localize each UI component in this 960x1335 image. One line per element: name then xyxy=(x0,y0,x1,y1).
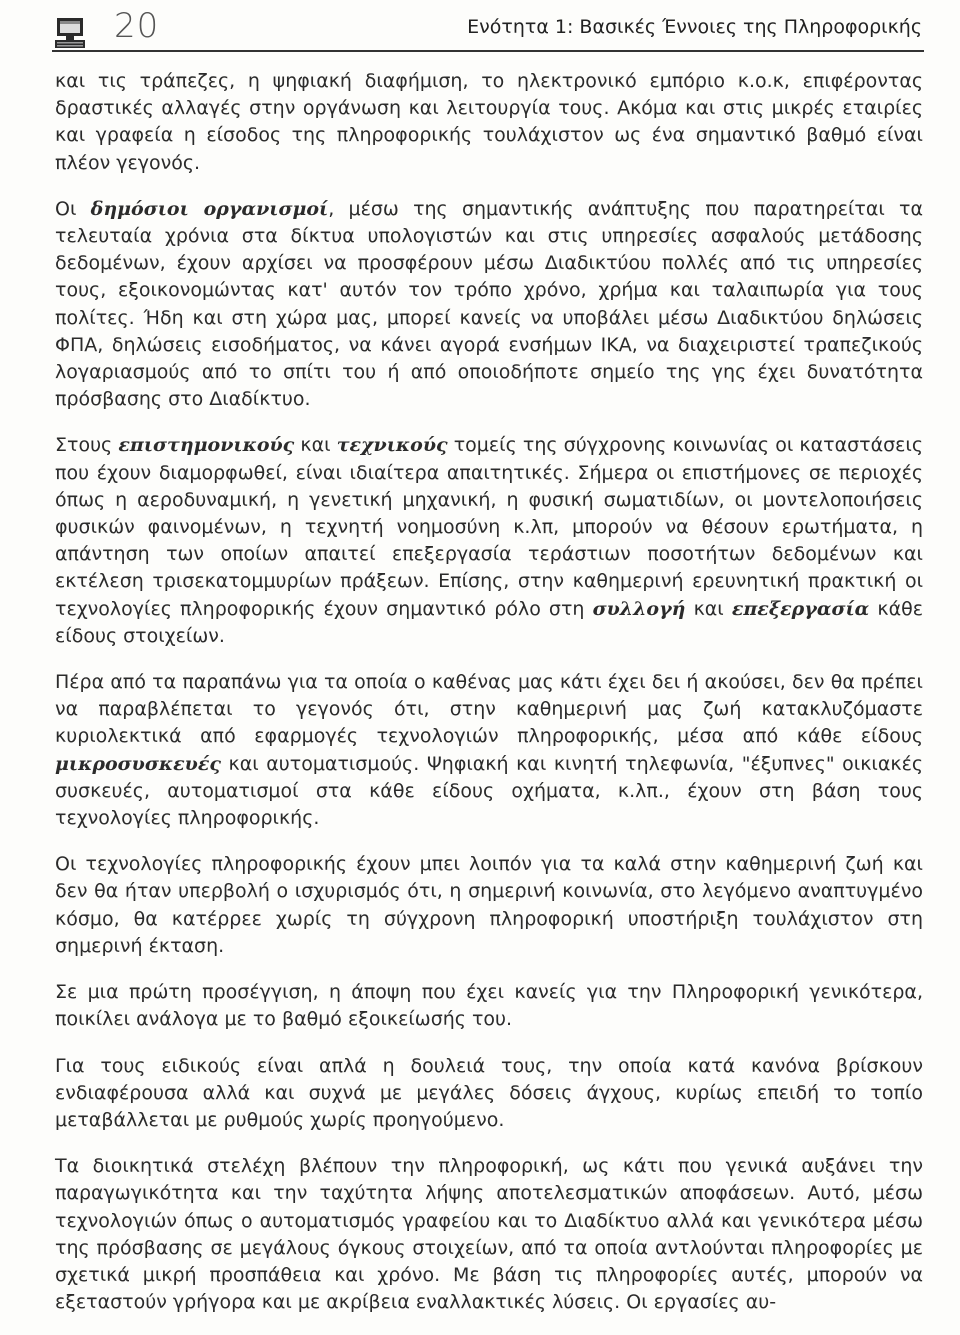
page-number: 20 xyxy=(114,6,160,46)
body-text xyxy=(55,68,923,1335)
chapter-title: Ενότητα 1: Βασικές Έννοιες της Πληροφορικής xyxy=(467,16,922,38)
paragraph xyxy=(55,68,923,177)
text-run: Πέρα από τα παραπάνω για τα οποία ο καθένας μας κάτι έχει δει ή ακούσει, δεν θα πρέπει να παραβλέπεται το γεγονός ότι, στην καθημερινή μας ζωή κατακλυζόμαστε κυριολεκτικά από εφαρμογές τεχνολογιών πληροφορικής, μέσα από κάθε είδους xyxy=(55,671,923,748)
computer-icon xyxy=(54,16,88,50)
paragraph xyxy=(55,1053,923,1135)
paragraph xyxy=(55,979,923,1033)
text-run: και αυτοματισμούς. Ψηφιακή και κινητή τηλεφωνία, "έξυπνες" οικιακές συσκευές, αυτοματισμοί στα κάθε είδους οχήματα, κ.λπ., έχουν στη βάση τους τεχνολογίες πληροφορικής. xyxy=(55,752,923,830)
text-run: και xyxy=(294,434,337,457)
emphasized-term: μικροσυσκευές xyxy=(55,752,221,775)
text-run: τομείς της σύγχρονης κοινωνίας οι καταστάσεις που έχουν διαμορφωθεί, είναι ιδιαίτερα απαιτητικές. Σήμερα οι επιστήμονες σε περιοχές όπως η αεροδυναμική, η γενετική μηχανική, η φυσική σωματιδίων, οι μοντελοποιήσεις φυσικών φαινομένων, η τεχνητή νοημοσύνη κ.λπ, μπορούν να θέσουν ερωτήματα, η απάντηση των οποίων απαιτεί επεξεργασία τεράστιων ποσοτήτων δεδομένων και εκτέλεση τρισεκατομμυρίων πράξεων. Επίσης, στην καθημερινή ερευνητική πρακτική οι τεχνολογίες πληροφορικής έχουν σημαντικό ρόλο στη xyxy=(55,434,923,620)
paragraph xyxy=(55,196,923,414)
emphasized-term: δημόσιοι οργανισμοί xyxy=(90,197,329,220)
text-run: , μέσω της σημαντικής ανάπτυξης που παρατηρείται τα τελευταία χρόνια στα δίκτυα υπολογιστών και στις υπηρεσίες ασφαλούς μετάδοσης δεδομένων, έχουν αρχίσει να προσφέρουν μέσω Διαδικτύου πολλές από τις υπηρεσίες τους, εξοικονομώντας κατ' αυτόν τον τρόπο χρόνο, χρήμα και ταλαιπωρία για τους πολίτες. Ήδη και στη χώρα μας, μπορεί κανείς να υποβάλει μέσω Διαδικτύου δηλώσεις ΦΠΑ, δηλώσεις εισοδήματος, να κάνει αγορά ενσήμων ΙΚΑ, να διαχειριστεί τραπεζικούς λογαριασμούς από το σπίτι του ή από οποιοδήποτε σημείο της γης έχει δυνατότητα πρόσβασης στο Διαδίκτυο. xyxy=(55,197,923,411)
text-run: Οι xyxy=(55,197,91,220)
text-run: κάθε είδους στοιχείων. xyxy=(55,597,924,647)
emphasized-term: τεχνικούς xyxy=(336,434,448,457)
paragraph xyxy=(55,669,923,832)
text-run: Για τους ειδικούς είναι απλά η δουλειά τους, την οποία κατά κανόνα βρίσκουν ενδιαφέρουσα αλλά και συχνά με μεγάλες δόσεις άγχους, κυρίως επειδή το τοπίο μεταβάλλεται με ρυθμούς χωρίς προηγούμενο. xyxy=(55,1054,923,1131)
text-run: και xyxy=(685,597,732,620)
paragraph xyxy=(55,432,923,650)
text-run: Τα διοικητικά στελέχη βλέπουν την πληροφορική, ως κάτι που γενικά αυξάνει την παραγωγικότητα και την ταχύτητα λήψης αποτελεσματικών αποφάσεων. Αυτό, μέσω τεχνολογιών όπως ο αυτοματισμός γραφείου και το Διαδίκτυο αλλά και γενικότερα μέσω της πρόσβασης σε μεγάλους όγκους στοιχείων, από τα οποία αντλούνται πληροφορίες με σχετικά μικρή προσπάθεια και χρόνο. Με βάση τις πληροφορίες αυτές, μπορούν να εξεταστούν γρήγορα και με ακρίβεια εναλλακτικές λύσεις. Οι εργασίες αυ- xyxy=(55,1155,923,1314)
text-run: Σε μια πρώτη προσέγγιση, η άποψη που έχει κανείς για την Πληροφορική γενικότερα, ποικίλει ανάλογα με το βαθμό εξοικείωσής του. xyxy=(55,981,923,1031)
page-header xyxy=(52,8,924,52)
text-run: Οι τεχνολογίες πληροφορικής έχουν μπει λοιπόν για τα καλά στην καθημερινή ζωή και δεν θα ήταν υπερβολή ο ισχυρισμός ότι, η σημερινή κοινωνία, στο λεγόμενο αναπτυγμένο κόσμο, θα κατέρρεε χωρίς τη σύγχρονη πληροφορική υποστήριξη τουλάχιστον στη σημερινή έκταση. xyxy=(55,853,923,957)
emphasized-term: επεξεργασία xyxy=(731,597,870,620)
text-run: και τις τράπεζες, η ψηφιακή διαφήμιση, το ηλεκτρονικό εμπόριο κ.ο.κ, επιφέροντας δραστικές αλλαγές στην οργάνωση και λειτουργία τους. Ακόμα και στις μικρές εταιρίες και γραφεία η είσοδος της πληροφορικής τουλάχιστον ως ένα σημαντικό βαθμό είναι πλέον γεγονός. xyxy=(55,70,923,174)
emphasized-term: συλλογή xyxy=(592,597,686,620)
paragraph xyxy=(55,851,923,960)
text-run: Στους xyxy=(55,434,119,457)
paragraph xyxy=(55,1153,923,1316)
emphasized-term: επιστημονικούς xyxy=(118,434,295,457)
